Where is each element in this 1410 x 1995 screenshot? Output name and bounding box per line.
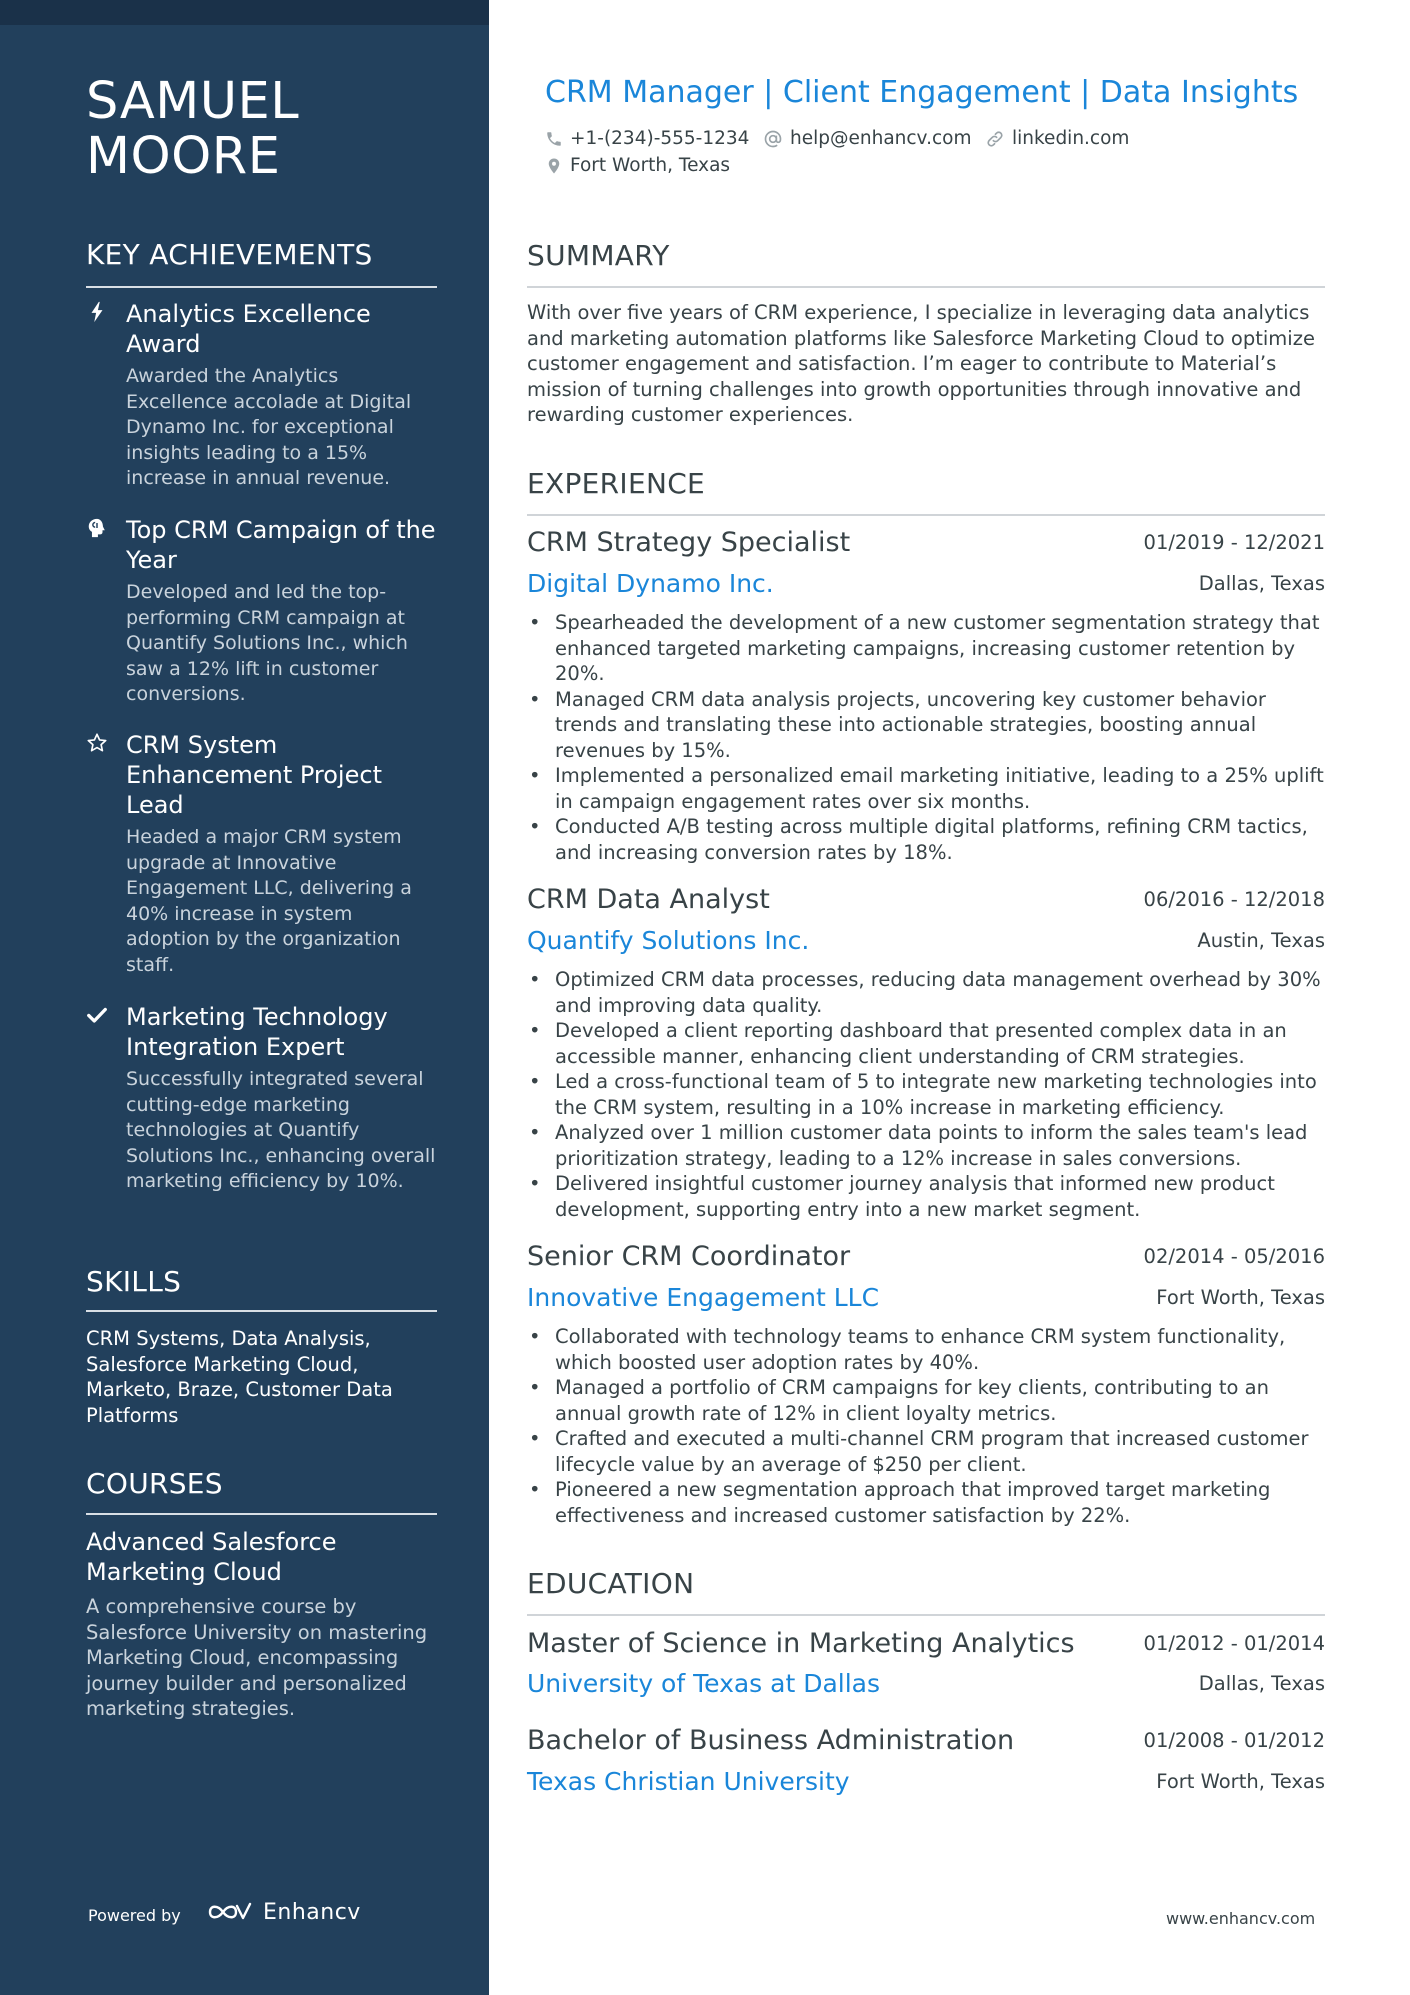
bullet-item: • Developed a client reporting dashboard that presented complex data in an accessible manner, enhancing client understanding of CRM strategies. xyxy=(527,1018,1325,1069)
experience-entry xyxy=(527,884,1325,1222)
skills-heading: SKILLS xyxy=(86,1265,182,1298)
school-name: University of Texas at Dallas xyxy=(527,1669,881,1698)
bullet-item: • Managed CRM data analysis projects, uncovering key customer behavior trends and translating these into actionable strategies, boosting annual revenues by 15%. xyxy=(527,687,1325,764)
experience-entry xyxy=(527,527,1325,865)
experience-heading: EXPERIENCE xyxy=(527,467,706,500)
course-title: Advanced Salesforce Marketing Cloud xyxy=(86,1528,337,1586)
education-dates: 01/2012 - 01/2014 xyxy=(1143,1632,1325,1655)
divider xyxy=(527,514,1325,516)
degree-title: Master of Science in Marketing Analytics xyxy=(527,1628,1075,1659)
powered-by-label: Powered by xyxy=(88,1906,181,1925)
bullet-item: • Conducted A/B testing across multiple digital platforms, refining CRM tactics, and increasing conversion rates by 18%. xyxy=(527,814,1325,865)
location-text: Fort Worth, Texas xyxy=(570,155,731,176)
skills-list: CRM Systems, Data Analysis, Salesforce Marketing Cloud, Marketo, Braze, Customer Data Platforms xyxy=(86,1327,393,1427)
divider xyxy=(527,286,1325,288)
job-location: Dallas, Texas xyxy=(1198,572,1325,595)
job-dates: 01/2019 - 12/2021 xyxy=(1143,531,1325,554)
achievement-item xyxy=(86,515,442,708)
job-bullets xyxy=(527,1324,1325,1528)
summary-heading: SUMMARY xyxy=(527,239,670,272)
company-name: Digital Dynamo Inc. xyxy=(527,569,774,598)
phone-icon xyxy=(545,130,563,148)
linkedin-url: linkedin.com xyxy=(1012,128,1130,149)
school-location: Fort Worth, Texas xyxy=(1156,1770,1325,1793)
job-dates: 06/2016 - 12/2018 xyxy=(1143,888,1325,911)
achievement-description: Headed a major CRM system upgrade at Innovative Engagement LLC, delivering a 40% increase in system adoption by the organization staff. xyxy=(126,826,412,976)
name-last: MOORE xyxy=(86,127,281,186)
brain-icon xyxy=(86,517,108,539)
enhancv-logo[interactable] xyxy=(207,1899,361,1925)
location-pin-icon xyxy=(545,156,563,176)
achievement-description: Awarded the Analytics Excellence accolade at Digital Dynamo Inc. for exceptional insights leading to a 15% increase in annual revenue. xyxy=(126,365,412,489)
achievement-item xyxy=(86,730,442,978)
achievement-title: Marketing Technology Integration Expert xyxy=(126,1003,388,1061)
job-title: Senior CRM Coordinator xyxy=(527,1241,851,1272)
bullet-item: • Led a cross-functional team of 5 to integrate new marketing technologies into the CRM system, resulting in a 10% increase in marketing efficiency. xyxy=(527,1069,1325,1120)
bullet-item: • Managed a portfolio of CRM campaigns for key clients, contributing to an annual growth rate of 12% in client loyalty metrics. xyxy=(527,1375,1325,1426)
bullet-item: • Crafted and executed a multi-channel CRM program that increased customer lifecycle value by an average of $250 per client. xyxy=(527,1426,1325,1477)
company-name: Quantify Solutions Inc. xyxy=(527,926,810,955)
company-name: Innovative Engagement LLC xyxy=(527,1283,880,1312)
email-address: help@enhancv.com xyxy=(790,128,972,149)
phone-contact[interactable] xyxy=(545,128,749,149)
achievement-item xyxy=(86,1002,442,1195)
bullet-item: • Optimized CRM data processes, reducing data management overhead by 30% and improving data quality. xyxy=(527,967,1325,1018)
job-dates: 02/2014 - 05/2016 xyxy=(1143,1245,1325,1268)
job-location: Fort Worth, Texas xyxy=(1156,1286,1325,1309)
sidebar-top-bar xyxy=(0,0,489,25)
divider xyxy=(86,1310,437,1312)
achievement-description: Developed and led the top-performing CRM campaign at Quantify Solutions Inc., which saw a 12% lift in customer conversions. xyxy=(126,581,408,705)
achievement-description: Successfully integrated several cutting-edge marketing technologies at Quantify Solutions Inc., enhancing overall marketing efficiency by 10%. xyxy=(126,1068,436,1192)
link-icon xyxy=(985,129,1005,149)
sidebar xyxy=(0,0,489,1995)
education-heading: EDUCATION xyxy=(527,1567,695,1600)
course-description: A comprehensive course by Salesforce University on mastering Marketing Cloud, encompassing journey builder and personalized marketing strategies. xyxy=(86,1595,428,1720)
education-entry xyxy=(527,1725,1325,1801)
divider xyxy=(86,286,437,288)
achievement-title: Analytics Excellence Award xyxy=(126,300,371,358)
achievement-title: Top CRM Campaign of the Year xyxy=(126,516,436,574)
achievement-title: CRM System Enhancement Project Lead xyxy=(126,731,382,819)
location-contact xyxy=(545,155,730,176)
bullet-item: • Implemented a personalized email marketing initiative, leading to a 25% uplift in campaign engagement rates over six months. xyxy=(527,763,1325,814)
bullet-item: • Pioneered a new segmentation approach that improved target marketing effectiveness and increased customer satisfaction by 22%. xyxy=(527,1477,1325,1528)
job-location: Austin, Texas xyxy=(1197,929,1325,952)
divider xyxy=(527,1614,1325,1616)
divider xyxy=(86,1513,437,1515)
email-contact[interactable] xyxy=(763,128,971,149)
enhancv-logo-icon xyxy=(207,1899,253,1925)
headline: CRM Manager | Client Engagement | Data Insights xyxy=(545,75,1299,110)
phone-number: +1-(234)-555-1234 xyxy=(570,128,750,149)
candidate-name xyxy=(86,74,299,184)
summary-text: With over five years of CRM experience, I specialize in leveraging data analytics and marketing automation platforms like Salesforce Marketing Cloud to optimize customer engagement and satisfaction. I’m eager to contribute to Material’s mission of turning challenges into growth opportunities through innovative and rewarding customer experiences. xyxy=(527,301,1315,426)
achievement-item xyxy=(86,299,442,492)
key-achievements-heading: KEY ACHIEVEMENTS xyxy=(86,238,373,271)
bolt-icon xyxy=(86,301,108,323)
footer-url[interactable]: www.enhancv.com xyxy=(1166,1909,1316,1928)
job-bullets xyxy=(527,610,1325,865)
bullet-item: • Delivered insightful customer journey analysis that informed new product development, supporting entry into a new market segment. xyxy=(527,1171,1325,1222)
courses-heading: COURSES xyxy=(86,1467,223,1500)
school-location: Dallas, Texas xyxy=(1198,1672,1325,1695)
bullet-item: • Collaborated with technology teams to enhance CRM system functionality, which boosted user adoption rates by 40%. xyxy=(527,1324,1325,1375)
name-first: SAMUEL xyxy=(86,72,300,131)
check-icon xyxy=(86,1004,108,1026)
education-entry xyxy=(527,1628,1325,1703)
job-title: CRM Data Analyst xyxy=(527,884,770,915)
bullet-item: • Analyzed over 1 million customer data points to inform the sales team's lead prioritization strategy, leading to a 12% increase in sales conversions. xyxy=(527,1120,1325,1171)
star-icon xyxy=(86,732,108,754)
bullet-item: • Spearheaded the development of a new customer segmentation strategy that enhanced targeted marketing campaigns, increasing customer retention by 20%. xyxy=(527,610,1325,687)
education-dates: 01/2008 - 01/2012 xyxy=(1143,1729,1325,1752)
experience-entry xyxy=(527,1241,1325,1528)
degree-title: Bachelor of Business Administration xyxy=(527,1725,1015,1756)
linkedin-contact[interactable] xyxy=(985,128,1129,149)
enhancv-logo-text: Enhancv xyxy=(263,1899,361,1925)
job-title: CRM Strategy Specialist xyxy=(527,527,851,558)
job-bullets xyxy=(527,967,1325,1222)
school-name: Texas Christian University xyxy=(527,1767,850,1796)
at-icon xyxy=(763,129,783,149)
